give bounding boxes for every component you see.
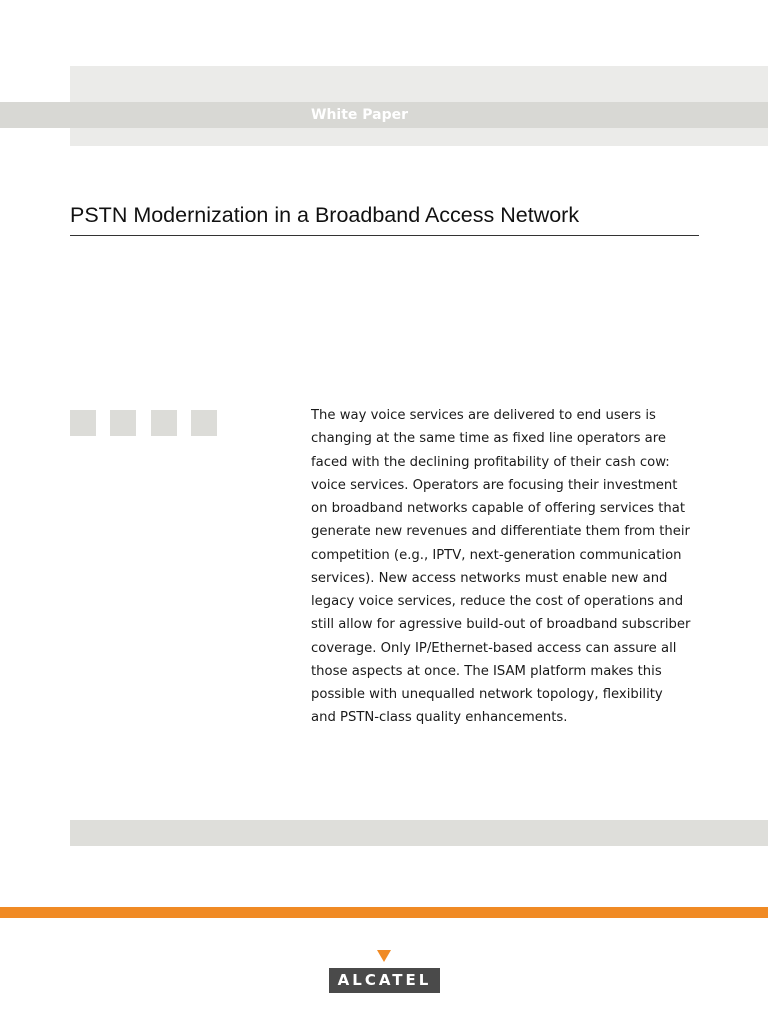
abstract-line: on broadband networks capable of offering services that (311, 501, 686, 516)
alcatel-logo (329, 950, 440, 994)
decorative-square (191, 410, 217, 436)
abstract-line: changing at the same time as fixed line operators are (311, 431, 666, 447)
decorative-square (70, 410, 96, 436)
decorative-square (151, 410, 177, 436)
abstract-line: still allow for agressive build-out of broadband subscriber (311, 617, 691, 633)
accent-divider (0, 907, 768, 918)
document-type-label: White Paper (311, 107, 409, 123)
footer-band (70, 820, 768, 846)
orange-triangle-icon (377, 950, 391, 962)
decorative-square (110, 410, 136, 436)
abstract-line: faced with the declining profitability of their cash cow: (311, 454, 670, 470)
abstract-line: coverage. Only IP/Ethernet-based access can assure all (311, 640, 677, 656)
abstract-line: services). New access networks must enable new and (311, 570, 668, 586)
abstract-line: generate new revenues and differentiate them from their (311, 524, 690, 540)
abstract-line: those aspects at once. The ISAM platform makes this (311, 663, 662, 679)
abstract-line: legacy voice services, reduce the cost of operations and (311, 594, 684, 609)
title-divider (70, 235, 699, 236)
abstract-line: competition (e.g., IPTV, next-generation communication (311, 547, 682, 563)
abstract-line: voice services. Operators are focusing their investment (311, 477, 678, 493)
abstract-paragraph (311, 404, 706, 730)
abstract-line: and PSTN-class quality enhancements. (311, 710, 568, 726)
document-title: PSTN Modernization in a Broadband Access Network (70, 203, 580, 227)
decorative-squares (70, 410, 220, 436)
abstract-line: The way voice services are delivered to end users is (311, 408, 656, 423)
abstract-line: possible with unequalled network topology, flexibility (311, 687, 663, 702)
logo-wordmark: ALCATEL (329, 968, 440, 993)
